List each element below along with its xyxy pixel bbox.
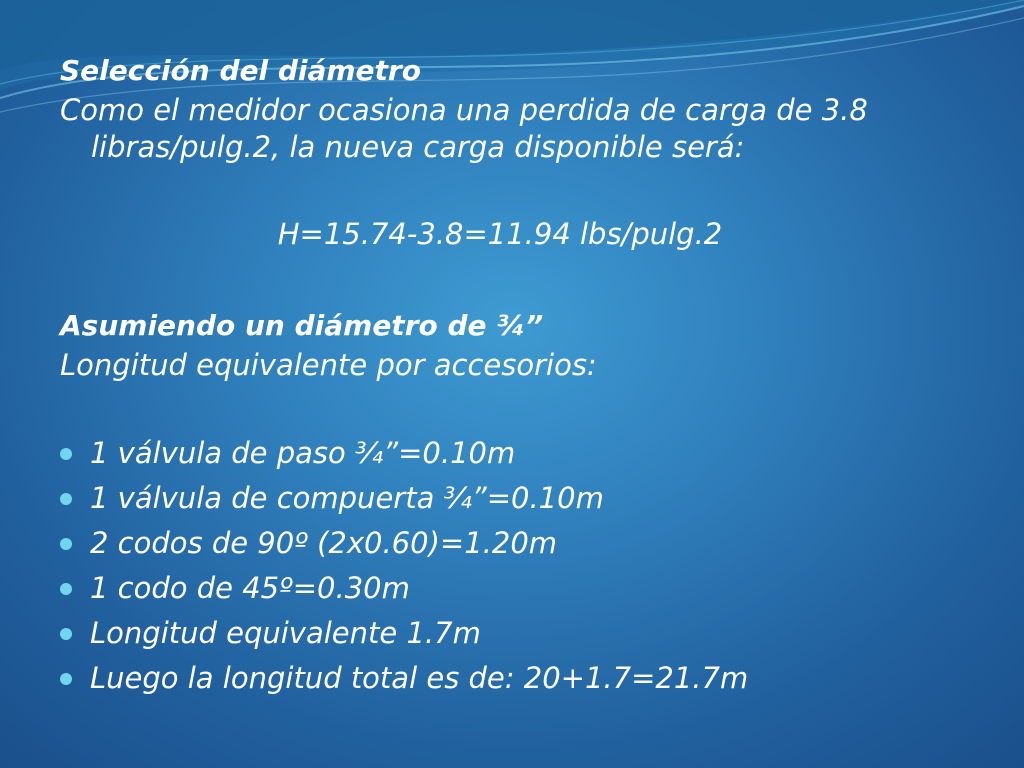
list-item xyxy=(60,431,960,476)
diameter-heading: Asumiendo un diámetro de ¾” xyxy=(60,309,544,342)
intro-paragraph-line-1: Como el medidor ocasiona una perdida de carga de 3.8 xyxy=(60,93,868,127)
list-item xyxy=(60,566,960,611)
list-item xyxy=(60,656,960,701)
bullet-icon xyxy=(60,538,72,550)
bullet-icon xyxy=(60,673,72,685)
equivalent-length-subheading: Longitud equivalente por accesorios: xyxy=(60,348,597,382)
section-heading: Selección del diámetro xyxy=(60,54,421,87)
intro-paragraph-line-2: libras/pulg.2, la nueva carga disponible será: xyxy=(91,130,745,164)
bullet-icon xyxy=(60,493,72,505)
bullet-icon xyxy=(60,448,72,460)
list-item-text: 1 válvula de paso ¾”=0.10m xyxy=(90,436,516,470)
list-item-text: 1 codo de 45º=0.30m xyxy=(90,571,410,605)
list-item-text: Longitud equivalente 1.7m xyxy=(90,616,481,650)
intro-paragraph xyxy=(60,92,960,166)
list-item xyxy=(60,611,960,656)
list-item-text: Luego la longitud total es de: 20+1.7=21.7m xyxy=(90,661,749,695)
list-item xyxy=(60,476,960,521)
fittings-list xyxy=(60,431,960,701)
list-item xyxy=(60,521,960,566)
bullet-icon xyxy=(60,628,72,640)
list-item-text: 1 válvula de compuerta ¾”=0.10m xyxy=(90,481,604,515)
formula-line: H=15.74-3.8=11.94 lbs/pulg.2 xyxy=(277,217,723,251)
list-item-text: 2 codos de 90º (2x0.60)=1.20m xyxy=(90,526,558,560)
slide-body xyxy=(60,50,960,701)
bullet-icon xyxy=(60,583,72,595)
